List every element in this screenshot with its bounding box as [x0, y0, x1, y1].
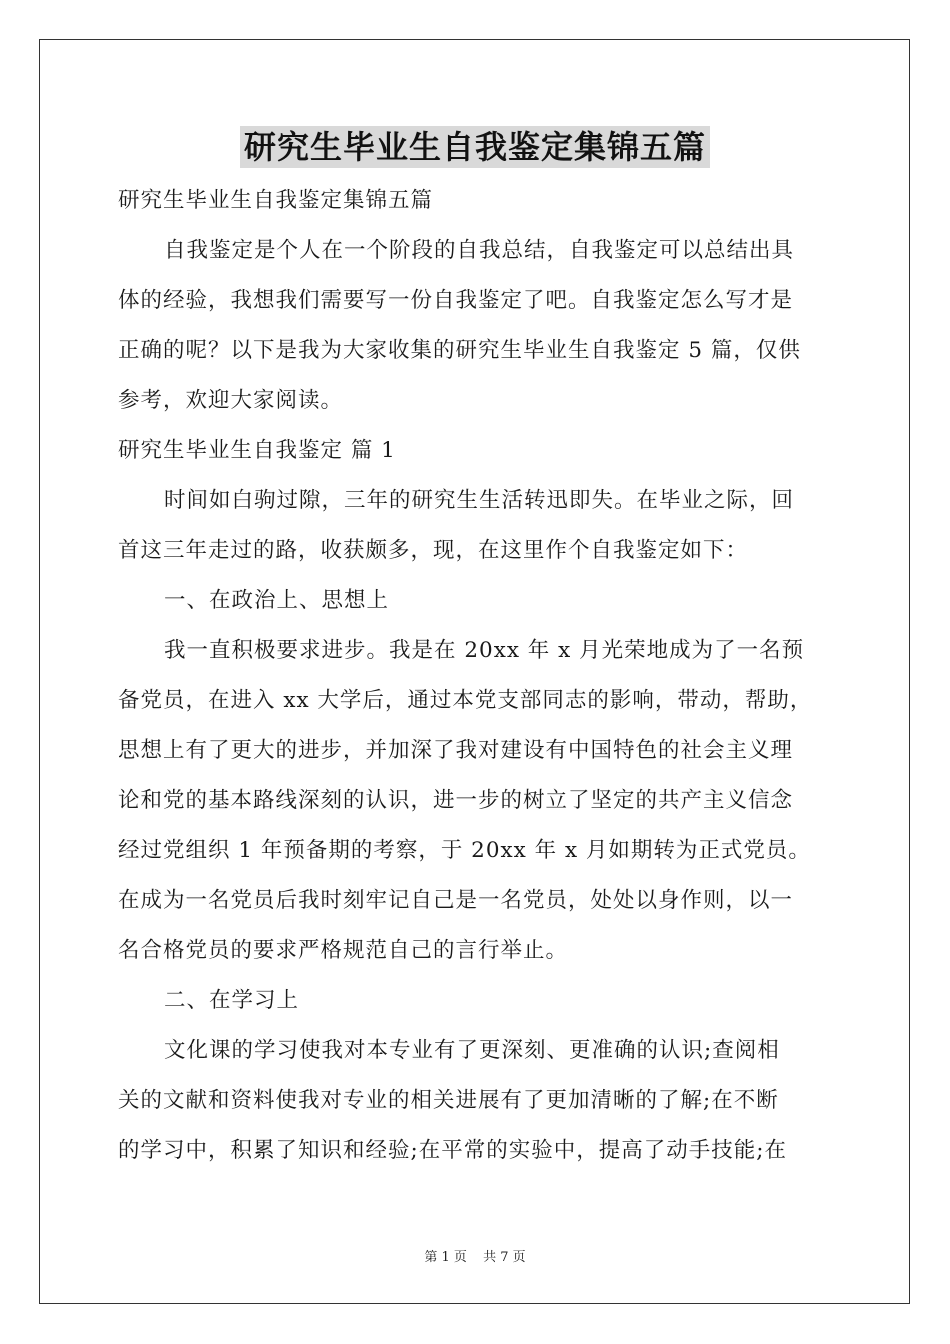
paragraph-line: 体的经验，我想我们需要写一份自我鉴定了吧。自我鉴定怎么写才是: [118, 288, 794, 313]
page-number-total: 共 7 页: [483, 1250, 526, 1265]
paragraph-line: 经过党组织 1 年预备期的考察，于 20xx 年 x 月如期转为正式党员。: [118, 838, 811, 863]
paragraph-line: 关的文献和资料使我对专业的相关进展有了更加清晰的了解;在不断: [118, 1088, 779, 1113]
paragraph-line: 文化课的学习使我对本专业有了更深刻、更准确的认识;查阅相: [164, 1038, 780, 1063]
paragraph-line: 研究生毕业生自我鉴定 篇 1: [118, 438, 396, 463]
paragraph-line: 自我鉴定是个人在一个阶段的自我总结，自我鉴定可以总结出具: [164, 238, 795, 263]
paragraph-line: 的学习中，积累了知识和经验;在平常的实验中，提高了动手技能;在: [118, 1138, 787, 1163]
page-number-current: 第 1 页: [424, 1250, 467, 1265]
paragraph-line: 正确的呢？以下是我为大家收集的研究生毕业生自我鉴定 5 篇，仅供: [118, 338, 801, 363]
paragraph-line: 名合格党员的要求严格规范自己的言行举止。: [118, 938, 569, 963]
paragraph-line: 论和党的基本路线深刻的认识，进一步的树立了坚定的共产主义信念: [118, 788, 794, 813]
paragraph-line: 我一直积极要求进步。我是在 20xx 年 x 月光荣地成为了一名预: [164, 638, 805, 663]
document-body: [118, 176, 846, 1176]
paragraph-line: 时间如白驹过隙，三年的研究生生活转迅即失。在毕业之际，回: [164, 488, 795, 513]
paragraph-line: 首这三年走过的路，收获颇多，现，在这里作个自我鉴定如下：: [118, 538, 749, 563]
paragraph-line: 在成为一名党员后我时刻牢记自己是一名党员，处处以身作则，以一: [118, 888, 794, 913]
paragraph-line: 研究生毕业生自我鉴定集锦五篇: [118, 188, 434, 213]
page-footer: [0, 1246, 950, 1265]
paragraph-line: 一、在政治上、思想上: [164, 588, 390, 613]
title-container: [0, 126, 950, 168]
document-title: 研究生毕业生自我鉴定集锦五篇: [240, 126, 710, 168]
paragraph-line: 二、在学习上: [164, 988, 300, 1013]
paragraph-line: 参考，欢迎大家阅读。: [118, 388, 344, 413]
paragraph-line: 备党员，在进入 xx 大学后，通过本党支部同志的影响，带动，帮助，: [118, 688, 813, 713]
paragraph-line: 思想上有了更大的进步，并加深了我对建设有中国特色的社会主义理: [118, 738, 794, 763]
